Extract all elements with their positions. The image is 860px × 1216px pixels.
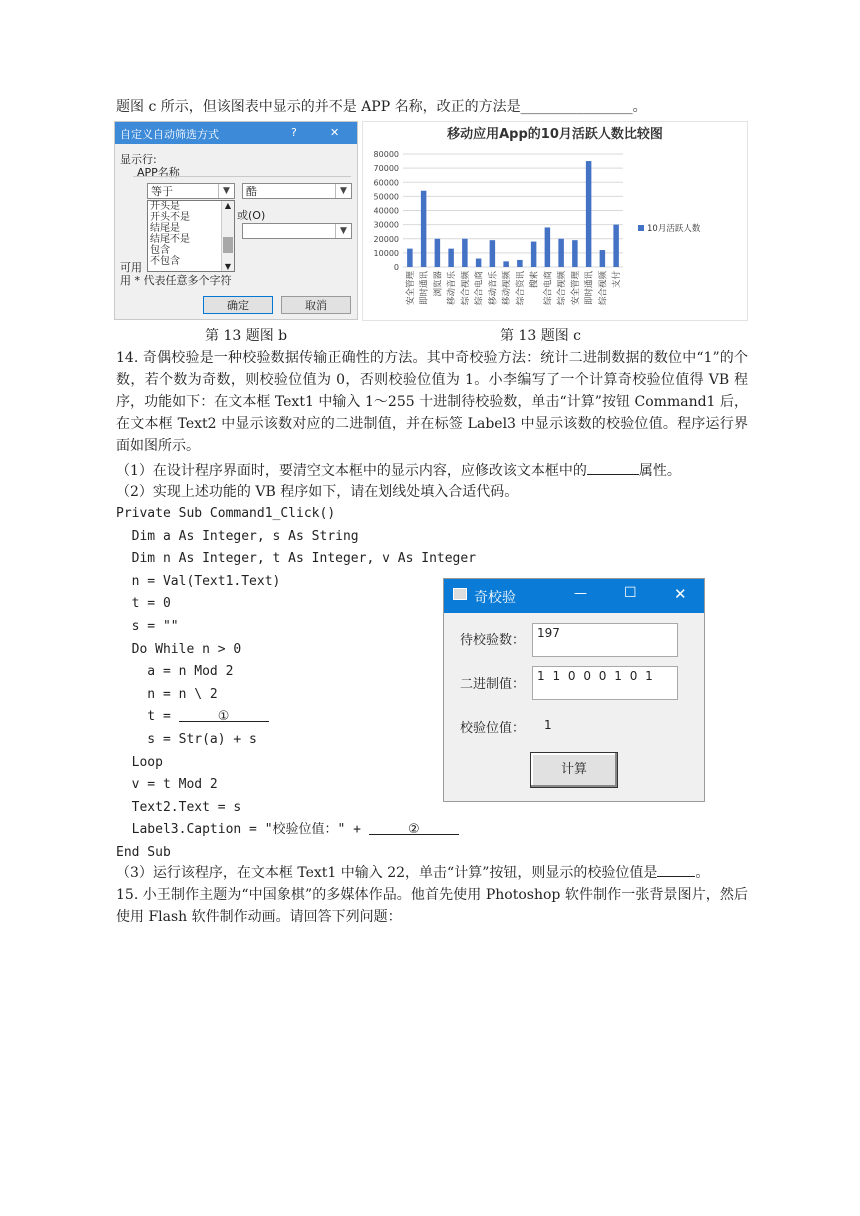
code-blank: ② xyxy=(369,819,459,835)
x-tick-label: 浏览器 xyxy=(433,271,444,297)
help-button[interactable]: ? xyxy=(291,126,297,139)
or-radio-label[interactable]: 或(O) xyxy=(237,209,266,222)
scroll-thumb[interactable] xyxy=(223,237,233,253)
label-input: 待校验数： xyxy=(460,633,526,648)
x-tick-label: 即时通讯 xyxy=(419,271,430,306)
q14-paragraph: 14. 奇偶校验是一种校验数据传输正确性的方法。其中奇校验方法：统计二进制数据的数位中“1”的个数，若个数为奇数，则校验位值为 0，否则校验位值为 1。小李编写了一个计算奇校验位值得 VB 程序，功能如下：在文本框 Text1 中输入 1～255 十进制待校验数，单击“计算”按钮 Command1 后，在文本框 Text2 中显示该数对应的二进制值，并在标签 Label3 中显示该数的校验位值。程序运行界面如图所示。 xyxy=(116,350,748,454)
chart-svg xyxy=(363,122,747,320)
caption-figure-b: 第 13 题图 b xyxy=(205,328,288,344)
dialog-title: 自定义自动筛选方式 xyxy=(120,128,219,141)
chevron-down-icon[interactable]: ▼ xyxy=(335,184,351,198)
dropdown-option[interactable]: 结尾是 xyxy=(150,223,180,234)
y-tick-label: 70000 xyxy=(373,164,399,174)
caption-figure-c: 第 13 题图 c xyxy=(500,328,582,344)
code-line xyxy=(116,616,179,639)
code-line xyxy=(116,503,335,526)
code-text: s = "" xyxy=(116,619,179,634)
x-tick-label: 安全管理 xyxy=(570,271,581,306)
scroll-up-icon[interactable]: ▲ xyxy=(224,201,232,210)
x-tick-label: 搜索 xyxy=(529,271,540,289)
q14-sub3-text: （3）运行该程序，在文本框 Text1 中输入 22，单击“计算”按钮，则显示的校验位值是 xyxy=(116,865,658,881)
label-parity: 校验位值： xyxy=(460,721,526,736)
q14-sub2: （2）实现上述功能的 VB 程序如下，请在划线处填入合适代码。 xyxy=(116,484,519,500)
y-tick-label: 40000 xyxy=(373,206,399,216)
code-text: End Sub xyxy=(116,845,171,860)
q14-sub1-tail: 属性。 xyxy=(638,463,681,479)
code-text: Private Sub Command1_Click() xyxy=(116,506,336,521)
dropdown-option[interactable]: 包含 xyxy=(150,245,170,256)
calculate-button[interactable]: 计算 xyxy=(530,752,618,788)
code-text: n = Val(Text1.Text) xyxy=(116,573,281,589)
code-line xyxy=(116,593,171,616)
code-text: a = n Mod 2 xyxy=(116,664,234,680)
bar xyxy=(531,242,537,267)
x-tick-label: 移动视频 xyxy=(502,271,513,306)
bar xyxy=(476,259,482,267)
dropdown-option[interactable]: 开头不是 xyxy=(150,212,190,223)
bar xyxy=(613,225,619,267)
code-text: Label3.Caption = "校验位值：" + xyxy=(116,822,369,838)
code-line xyxy=(116,819,459,842)
bar xyxy=(490,240,496,267)
vb-titlebar xyxy=(444,579,704,613)
value-text: 酷 xyxy=(246,185,257,198)
code-text: Dim n As Integer, t As Integer, v As Integer xyxy=(116,551,477,567)
x-tick-label: 综合视频 xyxy=(598,271,609,306)
bar xyxy=(558,239,564,267)
code-line xyxy=(116,661,233,684)
blank-line xyxy=(657,861,695,877)
code-line xyxy=(116,706,269,729)
cancel-button[interactable]: 取消 xyxy=(281,296,351,314)
bar xyxy=(517,260,523,267)
code-line xyxy=(116,797,241,820)
code-text: t = 0 xyxy=(116,596,171,612)
y-tick-label: 50000 xyxy=(373,192,399,202)
legend-label: 10月活跃人数 xyxy=(647,224,701,234)
close-icon[interactable]: ✕ xyxy=(330,126,340,139)
operator-combo-1[interactable] xyxy=(147,183,235,199)
code-text: Dim a As Integer, s As String xyxy=(116,528,359,544)
q14-sub3-tail: 。 xyxy=(695,865,710,881)
dropdown-option[interactable]: 开头是 xyxy=(150,201,180,212)
app-icon xyxy=(453,588,467,600)
minimize-icon[interactable]: — xyxy=(574,586,587,601)
x-tick-label: 综合电商 xyxy=(543,271,554,306)
legend-swatch xyxy=(638,225,644,231)
x-tick-label: 移动音乐 xyxy=(488,271,499,306)
operator-value: 等于 xyxy=(151,185,173,198)
text2-output[interactable]: 1 1 0 0 0 1 0 1 xyxy=(532,666,678,700)
x-tick-label: 综合电商 xyxy=(474,271,485,306)
x-tick-label: 安全管理 xyxy=(405,271,416,306)
code-line xyxy=(116,571,280,594)
code-line xyxy=(116,774,218,797)
show-rows-label: 显示行: xyxy=(120,153,157,166)
bar xyxy=(448,249,454,267)
bar xyxy=(586,161,592,267)
code-line xyxy=(116,548,476,571)
x-tick-label: 综合视频 xyxy=(460,271,471,306)
app-activity-chart xyxy=(362,121,748,321)
x-tick-label: 移动音乐 xyxy=(447,271,458,306)
bar xyxy=(600,250,606,267)
hint-wildcard: 用 * 代表任意多个字符 xyxy=(120,274,232,287)
value-combo-2[interactable] xyxy=(242,223,352,239)
bar xyxy=(421,191,427,267)
code-line xyxy=(116,729,257,752)
bar xyxy=(435,239,441,267)
chevron-down-icon[interactable]: ▼ xyxy=(335,224,351,238)
bar xyxy=(572,240,578,267)
y-tick-label: 80000 xyxy=(373,150,399,159)
code-blank: ① xyxy=(179,706,269,722)
code-line xyxy=(116,752,163,775)
bar xyxy=(545,227,551,267)
text1-input[interactable]: 197 xyxy=(532,623,678,657)
scroll-down-icon[interactable]: ▼ xyxy=(224,262,232,271)
value-combo-1[interactable] xyxy=(242,183,352,199)
vb-window xyxy=(443,578,705,802)
q14-sub3 xyxy=(116,861,709,884)
code-text: t = xyxy=(116,709,179,725)
q15-paragraph: 15. 小王制作主题为“中国象棋”的多媒体作品。他首先使用 Photoshop 软件制作一张背景图片，然后使用 Flash 软件制作动画。请回答下列问题： xyxy=(116,887,748,925)
intro-line: 题图 c 所示，但该图表中显示的并不是 APP 名称，改正的方法是________________。 xyxy=(116,99,647,115)
label3-value: 1 xyxy=(544,718,552,732)
code-text: Loop xyxy=(116,754,163,770)
y-tick-label: 30000 xyxy=(373,220,399,230)
y-tick-label: 0 xyxy=(393,263,399,272)
x-tick-label: 综合资讯 xyxy=(515,271,526,306)
x-tick-label: 支付 xyxy=(612,271,623,289)
custom-autofilter-dialog xyxy=(114,121,358,320)
y-tick-label: 10000 xyxy=(373,248,399,258)
code-text: n = n \ 2 xyxy=(116,686,218,702)
hint-available: 可用 xyxy=(120,261,142,274)
bar xyxy=(503,261,509,267)
maximize-icon[interactable]: ☐ xyxy=(624,585,637,601)
code-line xyxy=(116,684,218,707)
label-binary: 二进制值： xyxy=(460,677,526,692)
x-tick-label: 即时通讯 xyxy=(584,271,595,306)
code-text: s = Str(a) + s xyxy=(116,732,257,747)
y-tick-label: 20000 xyxy=(373,234,399,244)
x-tick-label: 综合视频 xyxy=(557,271,568,306)
dropdown-option[interactable]: 不包含 xyxy=(150,256,180,267)
field-divider xyxy=(133,176,351,177)
dropdown-scrollbar[interactable] xyxy=(221,201,234,271)
blank-line xyxy=(587,459,639,475)
bar xyxy=(407,249,413,267)
bar xyxy=(462,239,468,267)
y-tick-label: 60000 xyxy=(373,178,399,188)
operator-dropdown-list[interactable] xyxy=(147,200,235,272)
chart-title: 移动应用App的10月活跃人数比较图 xyxy=(447,127,663,142)
q14-sub1-text: （1）在设计程序界面时，要清空文本框中的显示内容，应修改该文本框中的 xyxy=(116,463,587,479)
field-label: APP名称 xyxy=(137,166,180,179)
dialog-titlebar xyxy=(115,122,357,144)
code-text: Text2.Text = s xyxy=(116,799,242,815)
close-icon[interactable]: ✕ xyxy=(674,585,687,603)
code-text: v = t Mod 2 xyxy=(116,777,218,793)
q14-sub1 xyxy=(116,459,681,482)
ok-button[interactable]: 确定 xyxy=(203,296,273,314)
code-line xyxy=(116,526,359,549)
chevron-down-icon[interactable]: ▼ xyxy=(218,184,234,198)
code-text: Do While n > 0 xyxy=(116,641,242,657)
vb-title: 奇校验 xyxy=(474,590,516,606)
code-line xyxy=(116,639,241,662)
dropdown-option[interactable]: 结尾不是 xyxy=(150,234,190,245)
